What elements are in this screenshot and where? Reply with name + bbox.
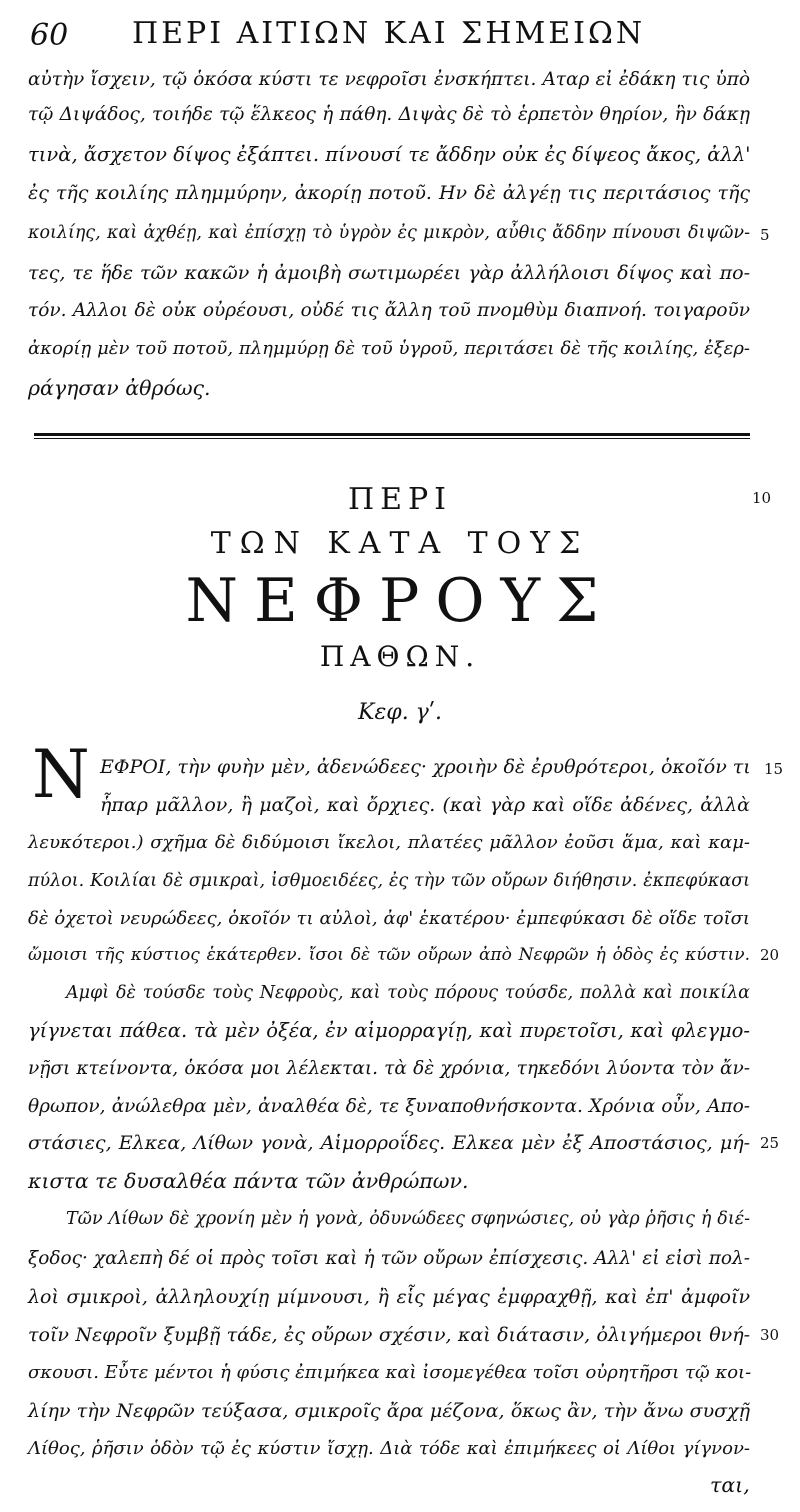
margin-line-number: 25 [760,1134,780,1152]
text-line: ἐς τῆς κοιλίης πλημμύρην, ἀκορίῃ ποτοῦ. Ην δὲ ἀλγέῃ τις περιτάσιος τῆς [28,182,750,204]
text-line: πύλοι. Κοιλίαι δὲ σμικραὶ, ἰσθμοειδέες, ἐς τὴν τῶν οὔρων διήθησιν. ἐκπεφύκασι [28,871,750,891]
text-line: κιστα τε δυσαλθέα πάντα τῶν ἀνθρώπων. [28,1169,469,1193]
drop-cap: N [32,736,90,813]
text-line: Τῶν Λίθων δὲ χρονίη μὲν ἡ γονὰ, ὀδυνώδεες σφηνώσιες, οὐ γὰρ ῥῆσις ἡ διέ- [66,1209,750,1229]
title-pathon: ΠΑΘΩΝ. [319,640,481,673]
margin-line-number: 5 [760,226,770,244]
text-line: ἧπαρ μᾶλλον, ἢ μαζοὶ, καὶ ὄρχιες. (καὶ γὰρ καὶ οἵδε ἀδένες, ἀλλὰ [100,794,750,816]
catchword: ται, [710,1473,750,1497]
text-line: λοὶ σμικροὶ, ἀλληλουχίῃ μίμνουσι, ἢ εἷς μέγας ἐμφραχθῇ, καὶ ἐπ' ἀμφοῖν [28,1286,750,1308]
title-ton-kata-tous: ΤΩΝ ΚΑΤΑ ΤΟΥΣ [210,526,590,561]
section-rule-thin [34,438,750,439]
running-title: ΠΕΡΙ ΑΙΤΙΩΝ ΚΑΙ ΣΗΜΕΙΩΝ [132,16,646,51]
text-line: γίγνεται πάθεα. τὰ μὲν ὀξέα, ἐν αἱμορραγίῃ, καὶ πυρετοῖσι, καὶ φλεγμο- [28,1019,750,1042]
section-rule [34,433,750,436]
text-line: κοιλίης, καὶ ἀχθέῃ, καὶ ἐπίσχῃ τὸ ὑγρὸν ἐς μικρὸν, αὖθις ἄδδην πίνουσι διψῶν- [28,223,750,243]
margin-line-number: 20 [760,946,780,964]
text-line: νῇσι κτείνοντα, ὁκόσα μοι λέλεκται. τὰ δὲ χρόνια, τηκεδόνι λύοντα τὸν ἄν- [28,1058,750,1079]
text-line: Αμφὶ δὲ τούσδε τοὺς Νεφροὺς, καὶ τοὺς πόρους τούσδε, πολλὰ καὶ ποικίλα [66,983,750,1003]
text-line: ὤμοισι τῆς κύστιος ἑκάτερθεν. ἴσοι δὲ τῶν οὔρων ἀπὸ Νεφρῶν ἡ ὁδὸς ἐς κύστιν. [28,945,750,965]
margin-line-number: 30 [760,1326,780,1344]
text-line: θρωπον, ἀνώλεθρα μὲν, ἀναλθέα δὲ, τε ξυναποθνήσκοντα. Χρόνια οὖν, Απο- [28,1096,750,1117]
text-line: δὲ ὀχετοὶ νευρώδεες, ὁκοῖόν τι αὐλοὶ, ἀφ' ἑκατέρου· ἐμπεφύκασι δὲ οἵδε τοῖσι [28,908,750,929]
title-nephrous: ΝΕΦΡΟΥΣ [185,566,615,636]
text-line: τόν. Αλλοι δὲ οὐκ οὐρέουσι, οὐδέ τις ἄλλη τοῦ πνομθὺμ διαπνοή. τοιγαροῦν [28,300,750,321]
text-line: λίην τὴν Νεφρῶν τεύξασα, σμικροῖς ἄρα μέζονα, ὅκως ἂν, τὴν ἄνω συσχῇ [28,1400,750,1422]
running-head [20,16,780,56]
text-line: τοῖν Νεφροῖν ξυμβῇ τάδε, ἐς οὔρων σχέσιν, καὶ διάτασιν, ὀλιγήμεροι θνή- [28,1324,750,1346]
text-line: ἀκορίῃ μὲν τοῦ ποτοῦ, πλημμύρῃ δὲ τοῦ ὑγροῦ, περιτάσει δὲ τῆς κοιλίης, ἐξερ- [28,338,750,359]
title-peri: ΠΕΡΙ [347,482,453,517]
text-line: Λίθος, ῥῆσιν ὁδὸν τῷ ἐς κύστιν ἴσχῃ. Διὰ τόδε καὶ ἐπιμήκεες οἱ Λίθοι γίγνον- [28,1438,750,1459]
text-line: τες, τε ἥδε τῶν κακῶν ἡ ἀμοιβὴ σωτιμωρέει γὰρ ἀλλήλοισι δίψος καὶ πο- [28,262,750,284]
text-line: ράγησαν ἀθρόως. [28,376,211,400]
text-line: ξοδος· χαλεπὴ δέ οἱ πρὸς τοῖσι καὶ ἡ τῶν οὔρων ἐπίσχεσις. Αλλ' εἰ εἰσὶ πολ- [28,1248,750,1269]
text-line: αὐτὴν ἴσχειν, τῷ ὁκόσα κύστι τε νεφροῖσι ἐνσκήπτει. Αταρ εἰ ἐδάκη τις ὑπὸ [28,69,750,90]
text-line: τινὰ, ἄσχετον δίψος ἐξάπτει. πίνουσί τε ἄδδην οὐκ ἐς δίψεος ἄκος, ἀλλ' [28,143,751,166]
text-line: στάσιες, Ελκεα, Λίθων γονὰ, Αἱμορροΐδες. Ελκεα μὲν ἐξ Αποστάσιος, μή- [28,1132,750,1154]
chapter-heading: Κεφ. γʹ. [358,700,442,725]
margin-line-number: 15 [764,760,784,778]
text-line: τῷ Διψάδος, τοιήδε τῷ ἕλκεος ἡ πάθη. Διψὰς δὲ τὸ ἑρπετὸν θηρίον, ἣν δάκῃ [28,104,750,125]
text-line: σκουσι. Εὖτε μέντοι ἡ φύσις ἐπιμήκεα καὶ ἰσομεγέθεα τοῖσι οὐρητῆρσι τῷ κοι- [28,1362,752,1383]
page-number: 60 [30,18,69,53]
margin-line-number: 10 [752,489,772,507]
text-line: ΕΦΡΟΙ, τὴν φυὴν μὲν, ἀδενώδεες· χροιὴν δὲ ἐρυθρότεροι, ὁκοῖόν τι [100,756,751,778]
text-line: λευκότεροι.) σχῆμα δὲ διδύμοισι ἴκελοι, πλατέες μᾶλλον ἐοῦσι ἅμα, καὶ καμ- [28,832,750,853]
